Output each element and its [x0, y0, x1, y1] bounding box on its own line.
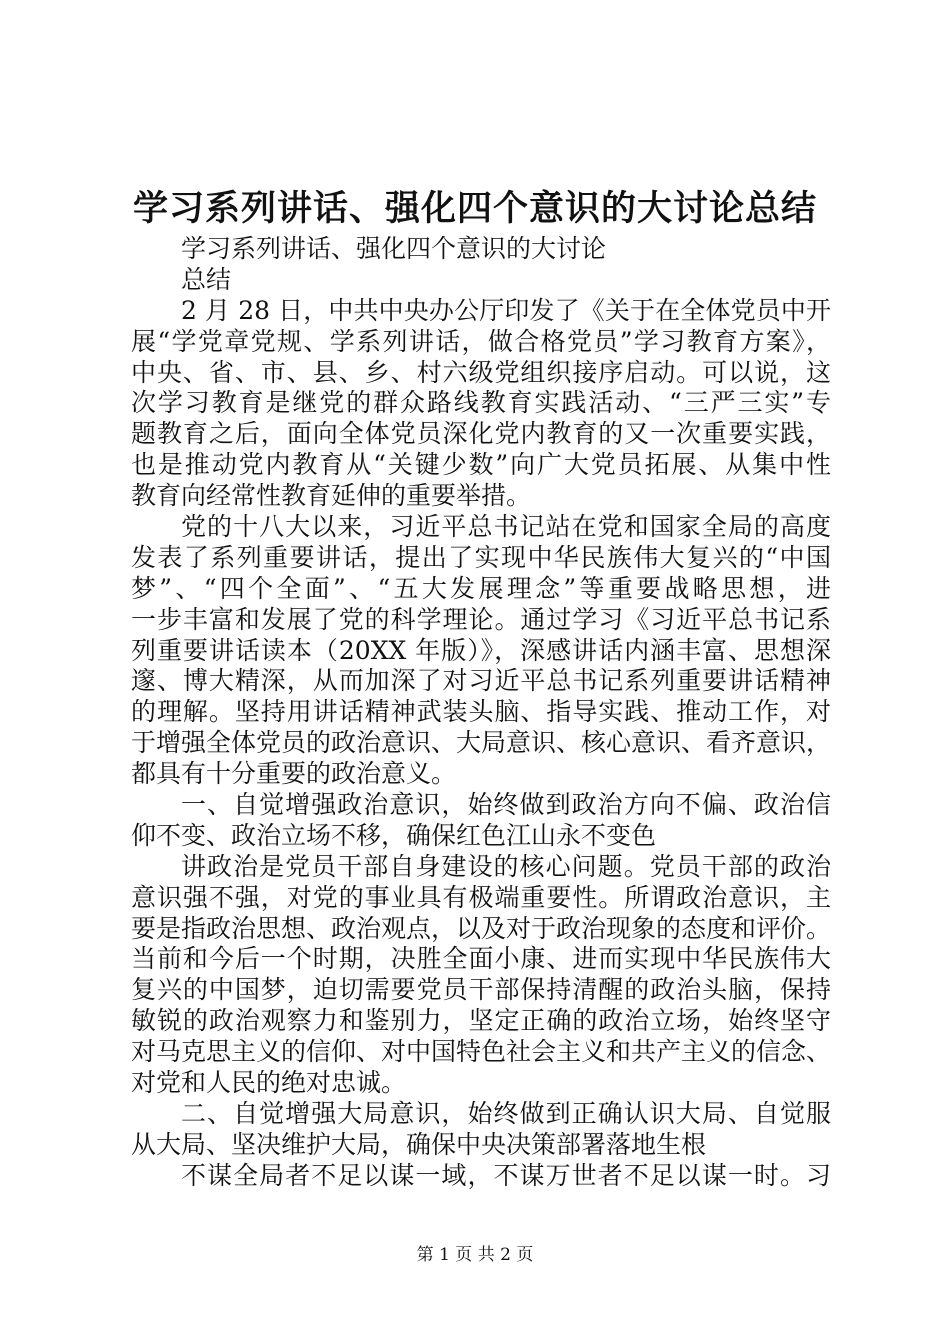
- subtitle-line: 总结: [181, 264, 232, 294]
- paragraph-line: 的理解。坚持用讲话精神武装头脑、指导实践、推动工作，对: [131, 697, 831, 727]
- subtitle-line: 学习系列讲话、强化四个意识的大讨论: [181, 234, 607, 263]
- paragraph-line: 2 月 28 日，中共中央办公厅印发了《关于在全体党员中开: [181, 295, 831, 325]
- paragraph-line: 党的十八大以来，习近平总书记站在党和国家全局的高度: [181, 512, 831, 542]
- paragraph-line: 一步丰富和发展了党的科学理论。通过学习《习近平总书记系: [131, 604, 831, 634]
- paragraph-line: 一、自觉增强政治意识，始终做到政治方向不偏、政治信: [181, 790, 831, 820]
- paragraph-line: 教育向经常性教育延伸的重要举措。: [131, 481, 532, 511]
- paragraph-line: 从大局、坚决维护大局，确保中央决策部署落地生根: [131, 1129, 707, 1159]
- paragraph-line: 敏锐的政治观察力和鉴别力，坚定正确的政治立场，始终坚守: [131, 1006, 831, 1036]
- paragraph-line: 于增强全体党员的政治意识、大局意识、核心意识、看齐意识，: [131, 728, 832, 758]
- paragraph-line: 不谋全局者不足以谋一域，不谋万世者不足以谋一时。习: [181, 1160, 831, 1190]
- paragraph-line: 意识强不强，对党的事业具有极端重要性。所谓政治意识，主: [131, 882, 831, 912]
- paragraph-line: 也是推动党内教育从“关键少数”向广大党员拓展、从集中性: [131, 450, 831, 480]
- paragraph-line: 都具有十分重要的政治意义。: [131, 759, 457, 789]
- paragraph-line: 梦”、“四个全面”、“五大发展理念”等重要战略思想，进: [131, 573, 831, 603]
- paragraph-line: 要是指政治思想、政治观点，以及对于政治现象的态度和评价。: [131, 913, 832, 943]
- paragraph-line: 列重要讲话读本（20XX 年版）》，深感讲话内涵丰富、思想深: [131, 635, 831, 665]
- paragraph-line: 对马克思主义的信仰、对中国特色社会主义和共产主义的信念、: [131, 1037, 832, 1067]
- document-body: [131, 234, 831, 1192]
- paragraph-line: 二、自觉增强大局意识，始终做到正确认识大局、自觉服: [181, 1098, 831, 1128]
- paragraph-line: 对党和人民的绝对忠诚。: [131, 1068, 407, 1098]
- paragraph-line: 讲政治是党员干部自身建设的核心问题。党员干部的政治: [181, 851, 831, 881]
- paragraph-line: 复兴的中国梦，迫切需要党员干部保持清醒的政治头脑，保持: [131, 975, 831, 1005]
- paragraph-line: 展“学党章党规、学系列讲话，做合格党员”学习教育方案》，: [131, 326, 831, 356]
- paragraph-line: 次学习教育是继党的群众路线教育实践活动、“三严三实”专: [131, 388, 831, 418]
- paragraph-line: 仰不变、政治立场不移，确保红色江山永不变色: [131, 820, 657, 850]
- paragraph-line: 当前和今后一个时期，决胜全面小康、进而实现中华民族伟大: [131, 944, 831, 974]
- document-title: 学习系列讲话、强化四个意识的大讨论总结: [132, 188, 817, 229]
- page-footer: 第 1 页 共 2 页: [416, 1245, 534, 1265]
- paragraph-line: 邃、博大精深，从而加深了对习近平总书记系列重要讲话精神: [131, 666, 831, 696]
- paragraph-line: 中央、省、市、县、乡、村六级党组织接序启动。可以说，这: [131, 357, 831, 387]
- paragraph-line: 发表了系列重要讲话，提出了实现中华民族伟大复兴的“中国: [131, 542, 831, 572]
- paragraph-line: 题教育之后，面向全体党员深化党内教育的又一次重要实践，: [131, 419, 831, 449]
